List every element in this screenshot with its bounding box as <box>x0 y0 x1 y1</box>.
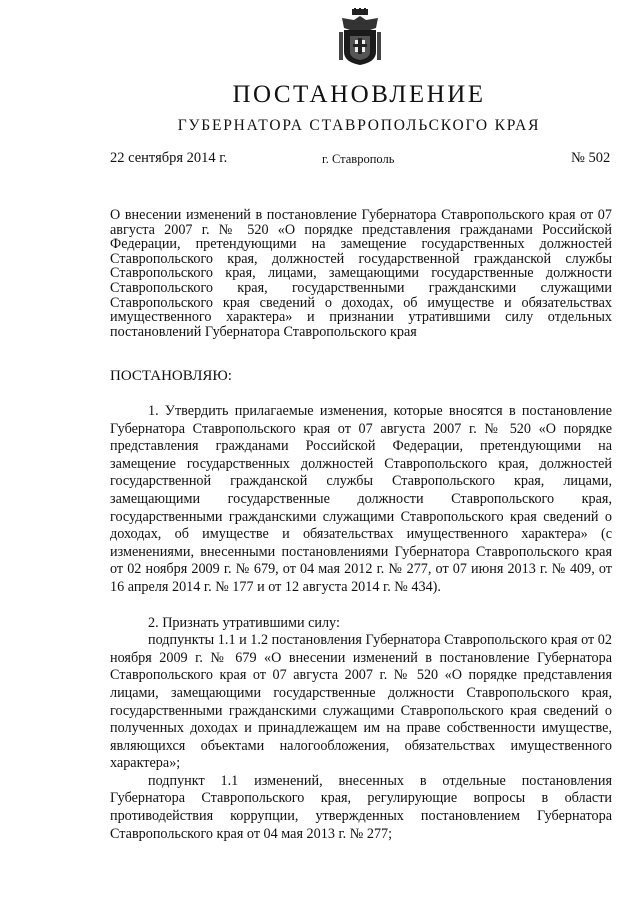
document-date: 22 сентября 2014 г. <box>110 150 228 166</box>
document-title: ПОСТАНОВЛЕНИЕ <box>232 81 486 108</box>
paragraph-gap <box>110 597 612 615</box>
document-summary: О внесении изменений в постановление Губернатора Ставропольского края от 07 августа 2007 г. № 520 «О порядке представления гражданами Российской Федерации, претендующими на замещение государственных должностей Ставропольского края, должностей государственной гражданской службы Ставропольского края, лицами, замещающими государственные должности Ставропольского края, государственными гражданскими служащими Ставропольского края сведений о доходах, об имуществе и обязательствах имущественного характера» и признании утратившими силу отдельных постановлений Губернатора Ставропольского края <box>110 207 612 340</box>
document-city: г. Ставрополь <box>322 152 395 166</box>
coat-of-arms-icon <box>336 8 384 66</box>
document-number: № 502 <box>571 150 611 166</box>
paragraph-2b: подпункт 1.1 изменений, внесенных в отдельные постановления Губернатора Ставропольского края, регулирующие вопросы в области противодействия коррупции, утвержденных постановлением Губернатора Ставропольского края от 04 мая 2013 г. № 277; <box>110 772 612 842</box>
decree-heading: ПОСТАНОВЛЯЮ: <box>110 368 232 384</box>
paragraph-2a: подпункты 1.1 и 1.2 постановления Губернатора Ставропольского края от 02 ноября 2009 г. № 679 «О внесении изменений в постановление Губернатора Ставропольского края от 07 августа 2007 г. № 520 «О порядке представления лицами, замещающими государственные должности Ставропольского края, государственными гражданскими служащими Ставропольского края сведений о полученных доходах и принадлежащем им на праве собственности имуществе, являющихся объектами налогообложения, обязательствах имущественного характера»; <box>110 632 612 772</box>
paragraph-1: 1. Утвердить прилагаемые изменения, которые вносятся в постановление Губернатора Ставропольского края от 07 августа 2007 г. № 520 «О порядке представления гражданами Российской Федерации, претендующими на замещение государственных должностей Ставропольского края, должностей государственной гражданской службы Ставропольского края, лицами, замещающими государственные должности Ставропольского края, государственными гражданскими служащими Ставропольского края сведений о доходах, об имуществе и обязательствах имущественного характера» (с изменениями, внесенными постановлениями Губернатора Ставропольского края от 02 ноября 2009 г. № 679, от 04 мая 2012 г. № 277, от 07 июня 2013 г. № 409, от 16 апреля 2014 г. № 177 и от 12 августа 2014 г. № 434). <box>110 403 612 595</box>
document-subtitle: ГУБЕРНАТОРА СТАВРОПОЛЬСКОГО КРАЯ <box>177 117 541 134</box>
paragraph-2: 2. Признать утратившими силу: <box>148 614 340 631</box>
document-body <box>110 403 612 843</box>
